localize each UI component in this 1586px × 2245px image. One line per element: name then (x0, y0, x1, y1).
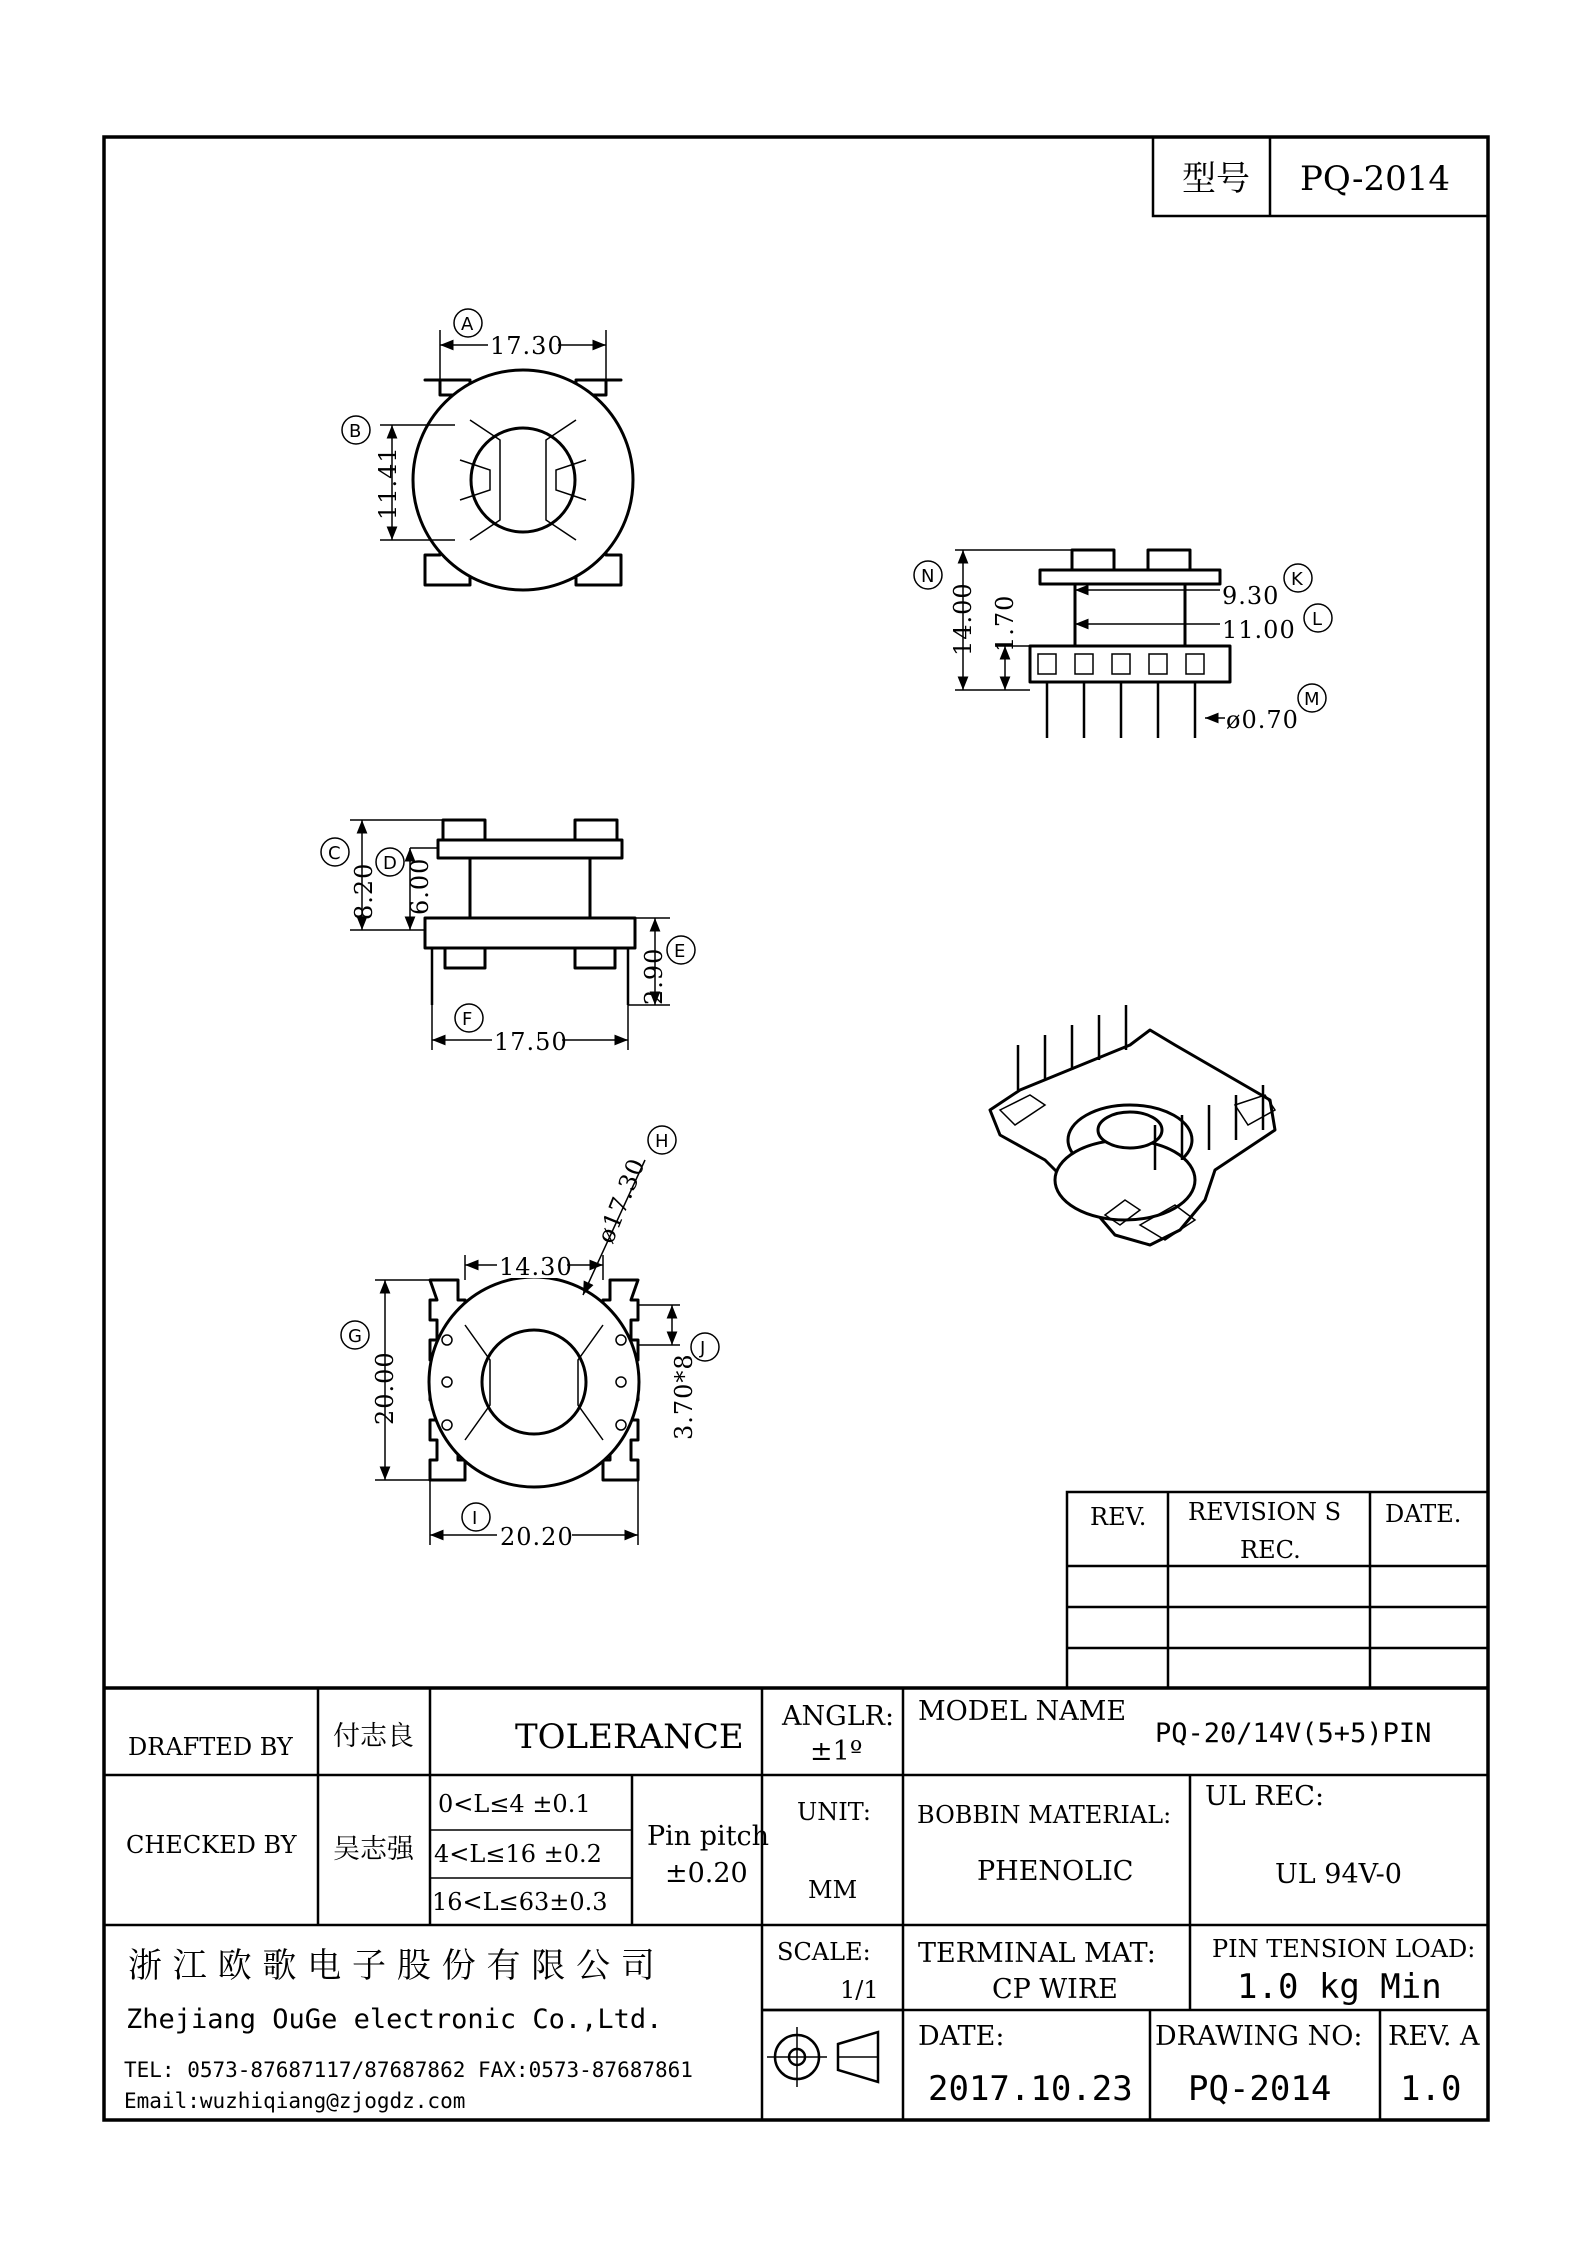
drafted-by-label: DRAFTED BY (128, 1733, 293, 1761)
marker-b: B (349, 421, 362, 442)
tolerance-label: TOLERANCE (515, 1717, 744, 1757)
date-value: 2017.10.23 (928, 2069, 1133, 2109)
marker-h: H (655, 1131, 669, 1152)
type-value: PQ-2014 (1300, 159, 1451, 199)
bottom-view (341, 1126, 719, 1551)
dim-m-value: ø0.70 (1226, 706, 1299, 734)
model-name-label: MODEL NAME (918, 1696, 1127, 1727)
marker-e: E (674, 941, 686, 962)
pin-pitch-label: Pin pitch (647, 1821, 770, 1852)
pin-tension-label: PIN TENSION LOAD: (1212, 1935, 1476, 1963)
anglr-label-2: ±1º (810, 1736, 863, 1767)
anglr-label-1: ANGLR: (782, 1701, 895, 1732)
dim-n-value: 14.00 (949, 582, 977, 656)
top-view (342, 309, 633, 590)
pin-pitch-value: ±0.20 (665, 1858, 748, 1889)
dim-j-value: 3.70*8 (670, 1353, 698, 1440)
marker-a: A (461, 314, 474, 335)
marker-d: D (383, 853, 397, 874)
revision-table (1067, 1492, 1488, 1688)
marker-i: I (472, 1508, 478, 1529)
drafted-by-value: 付志良 (333, 1721, 414, 1752)
company-name-cn: 浙 江 欧 歌 电 子 股 份 有 限 公 司 (128, 1946, 655, 1986)
scale-label: SCALE: (777, 1938, 871, 1966)
rev-header: REV. (1090, 1503, 1147, 1531)
marker-j: J (700, 1338, 706, 1359)
checked-by-label: CHECKED BY (126, 1831, 297, 1859)
type-box (1153, 137, 1488, 216)
bobbin-material-label: BOBBIN MATERIAL: (917, 1801, 1172, 1829)
dim-f-value: 17.50 (494, 1028, 568, 1056)
marker-n: N (921, 566, 935, 587)
dim-b-value: 11.41 (374, 446, 402, 520)
revisions-header-1: REVISION S (1188, 1498, 1342, 1526)
projection-symbol-icon (767, 2027, 878, 2087)
ul-rec-label: UL REC: (1205, 1781, 1325, 1812)
tolerance-row-2: 4<L≤16 ±0.2 (434, 1840, 602, 1868)
title-block (104, 1688, 1488, 2120)
type-label: 型号 (1182, 159, 1250, 199)
dim-k-value: 9.30 (1222, 582, 1280, 610)
ul-rec-value: UL 94V-0 (1275, 1859, 1402, 1890)
date-label: DATE: (918, 2021, 1005, 2052)
company-name-en: Zhejiang OuGe electronic Co.,Ltd. (126, 2004, 663, 2035)
date-header: DATE. (1385, 1500, 1462, 1528)
company-contact: TEL: 0573-87687117/87687862 FAX:0573-87687861 (124, 2058, 693, 2082)
marker-g: G (348, 1326, 362, 1347)
marker-k: K (1291, 569, 1303, 590)
dim-h-value: ø17.30 (591, 1154, 651, 1248)
tolerance-row-3: 16<L≤63±0.3 (432, 1888, 608, 1916)
tolerance-row-1: 0<L≤4 ±0.1 (438, 1790, 591, 1818)
marker-c: C (328, 843, 341, 864)
company-email: Email:wuzhiqiang@zjogdz.com (124, 2089, 466, 2113)
front-view (914, 550, 1332, 738)
revisions-header-2: REC. (1240, 1536, 1301, 1564)
dim-g-width-value: 14.30 (499, 1253, 573, 1281)
checked-by-value: 吴志强 (333, 1834, 414, 1865)
pin-tension-value: 1.0 kg Min (1237, 1967, 1442, 2007)
dim-g-value: 20.00 (371, 1351, 399, 1425)
marker-f: F (462, 1009, 473, 1030)
model-name-value: PQ-20/14V(5+5)PIN (1155, 1718, 1432, 1749)
unit-value: MM (808, 1876, 858, 1904)
rev-a-label: REV. A (1388, 2021, 1480, 2052)
isometric-view (990, 1005, 1275, 1245)
dim-l-value: 11.00 (1222, 616, 1296, 644)
unit-label: UNIT: (797, 1798, 871, 1826)
dim-i-value: 20.20 (500, 1523, 574, 1551)
terminal-mat-value: CP WIRE (992, 1974, 1118, 2005)
terminal-mat-label: TERMINAL MAT: (918, 1938, 1156, 1969)
dim-d-value: 6.00 (406, 857, 434, 915)
rev-a-value: 1.0 (1400, 2069, 1462, 2109)
dim-a-value: 17.30 (490, 332, 564, 360)
dim-n2-value: 1.70 (991, 594, 1019, 652)
sheet-border (104, 137, 1488, 2120)
dim-c-value: 8.20 (350, 862, 378, 920)
side-view (321, 820, 695, 1056)
scale-value: 1/1 (840, 1976, 879, 2004)
dim-e-value: 2.90 (640, 947, 668, 1005)
bobbin-material-value: PHENOLIC (977, 1856, 1134, 1887)
drawing-no-label: DRAWING NO: (1155, 2021, 1363, 2052)
marker-m: M (1304, 689, 1320, 710)
drawing-no-value: PQ-2014 (1188, 2069, 1332, 2109)
marker-l: L (1312, 609, 1323, 630)
